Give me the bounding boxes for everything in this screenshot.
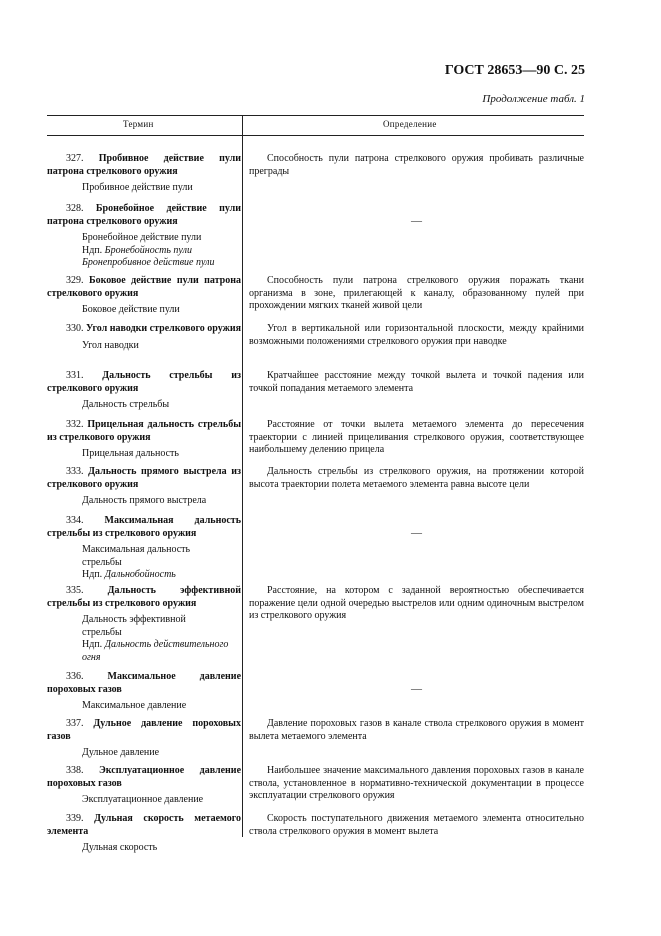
- term-title: [47, 765, 241, 790]
- term-synonym: Ндп. Бронебойность пули: [82, 244, 192, 256]
- term-synonym: Бронепробивное действие пули: [82, 257, 215, 268]
- term-number: 337.: [66, 718, 94, 729]
- term-number: 327.: [66, 153, 99, 164]
- table-row: [47, 419, 584, 461]
- term-text: Дальность стрельбы из стрелкового оружия: [47, 370, 242, 394]
- term-number: 330.: [66, 323, 86, 334]
- term-synonym: Максимальная дальность: [82, 544, 191, 555]
- term-synonym: Ндп. Дальнобойность: [82, 569, 176, 580]
- table-row: 328. Бронебойное действие пули патрона стрелкового оружия Бронебойное действие пули Ндп. Бронебойность пули Бронепробивное действие пули —: [47, 203, 422, 268]
- table-row: [47, 813, 584, 855]
- table-row: 334. Максимальная дальность стрельбы из стрелкового оружия Максимальная дальность стрельбы Ндп. Дальнобойность —: [47, 515, 422, 580]
- definition-cell: Способность пули патрона стрелкового оружия пробивать различные преграды: [249, 153, 584, 177]
- term-cell: [47, 153, 241, 195]
- term-synonym: Угол наводки: [82, 339, 139, 351]
- term-text: Дульная скорость метаемого элемента: [47, 813, 241, 837]
- term-cell: [47, 765, 241, 807]
- term-synonym: стрельбы: [82, 626, 122, 638]
- term-synonym: Бронебойное действие пули: [82, 232, 202, 243]
- term-synonym: Дульное давление: [82, 747, 160, 758]
- term-text: Прицельная дальность стрельбы из стрелкового оружия: [47, 419, 242, 443]
- table-row: [47, 370, 584, 412]
- term-text: Бронебойное действие пули патрона стрелкового оружия: [47, 203, 241, 227]
- term-cell: [47, 515, 422, 582]
- term-cell: [47, 671, 422, 713]
- col-def-header: Определение: [383, 119, 437, 129]
- table-row: [47, 585, 584, 664]
- definition-cell: Скорость поступательного движения метаемого элемента относительно ствола стрелкового оружия в момент вылета: [249, 813, 584, 837]
- page-header: ГОСТ 28653—90 С. 25: [444, 63, 585, 78]
- table-row: [47, 718, 584, 760]
- definition-cell: Наибольшее значение максимального давления пороховых газов в канале ствола, установленное в нормативно-технической документации в процессе эксплуатации стрелкового оружия: [249, 765, 584, 801]
- term-cell: [47, 203, 422, 270]
- table-row: [47, 323, 584, 352]
- term-text: Максимальное давление пороховых газов: [47, 671, 242, 695]
- term-text: Боковое действие пули патрона стрелкового оружия: [47, 275, 242, 299]
- term-title: [47, 323, 241, 336]
- column-divider: [242, 115, 243, 837]
- term-title: [47, 585, 241, 610]
- term-cell: [47, 585, 241, 664]
- definition-cell: Расстояние от точки вылета метаемого элемента до пересечения траектории с линией прицеливания стрелкового оружия, соответствующее наибольшему делению прицела: [249, 419, 584, 455]
- term-synonym: Дальность прямого выстрела: [82, 495, 207, 506]
- table-row: [47, 153, 584, 195]
- term-number: 334.: [66, 515, 105, 526]
- term-synonym: Пробивное действие пули: [82, 182, 193, 193]
- term-cell: [47, 813, 241, 855]
- term-number: 331.: [66, 370, 103, 381]
- term-title: [47, 515, 241, 540]
- term-text: Угол наводки стрелкового оружия: [86, 323, 241, 334]
- term-text: Дальность прямого выстрела из стрелкового оружия: [47, 466, 242, 490]
- term-title: [47, 718, 241, 743]
- term-synonym: Дальность эффективной: [82, 614, 186, 625]
- term-text: Эксплуатационное давление пороховых газов: [47, 765, 242, 789]
- term-number: 333.: [66, 466, 89, 477]
- term-cell: [47, 419, 241, 461]
- term-title: [47, 419, 241, 444]
- col-term-header: Термин: [123, 119, 154, 129]
- term-number: 329.: [66, 275, 89, 286]
- term-text: Дульное давление пороховых газов: [47, 718, 241, 742]
- definition-cell: Дальность стрельбы из стрелкового оружия, на протяжении которой высота траектории полета метаемого элемента равна высоте цели: [249, 466, 584, 490]
- term-synonym: огня: [82, 651, 101, 663]
- definition-cell: Угол в вертикальной или горизонтальной плоскости, между крайними возможными положениями стрелкового оружия при наводке: [249, 323, 584, 347]
- definition-cell: Способность пули патрона стрелкового оружия поражать ткани организма в зоне, прилегающей к каналу, образованному пулей при прохождении мягких тканей живой цели: [249, 275, 584, 311]
- term-number: 332.: [66, 419, 88, 430]
- term-synonym: Эксплуатационное давление: [82, 794, 204, 805]
- term-cell: [47, 718, 241, 760]
- term-number: 338.: [66, 765, 99, 776]
- table-row: 336. Максимальное давление пороховых газов Максимальное давление —: [47, 671, 422, 711]
- terms-table: [47, 115, 584, 853]
- table-row: [47, 275, 584, 317]
- term-synonym: Ндп. Дальность действительного: [82, 639, 229, 650]
- definition-cell: Расстояние, на котором с заданной вероятностью обеспечивается поражение цели одной очередью выстрелов или одним одиночным выстрелом из стрелкового оружия: [249, 585, 584, 621]
- term-number: 328.: [66, 203, 96, 214]
- term-title: [47, 153, 241, 178]
- definition-cell: Давление пороховых газов в канале ствола стрелкового оружия в момент вылета метаемого элемента: [249, 718, 584, 742]
- term-text: Пробивное действие пули патрона стрелкового оружия: [47, 153, 241, 177]
- term-title: [47, 370, 241, 395]
- term-number: 336.: [66, 671, 108, 682]
- term-title: [47, 275, 241, 300]
- term-number: 339.: [66, 813, 95, 824]
- term-text: Дальность эффективной стрельбы из стрелкового оружия: [47, 585, 242, 609]
- term-title: [47, 466, 241, 491]
- term-number: 335.: [66, 585, 108, 596]
- term-synonym: стрельбы: [82, 556, 122, 568]
- term-synonym: Прицельная дальность: [82, 448, 179, 459]
- term-cell: [47, 323, 241, 352]
- term-synonym: Дальность стрельбы: [82, 399, 170, 410]
- term-synonym: Максимальное давление: [82, 700, 187, 711]
- table-continuation: Продолжение табл. 1: [482, 93, 585, 105]
- definition-cell: Кратчайшее расстояние между точкой вылета и точкой падения или точкой попадания метаемого элемента: [249, 370, 584, 394]
- term-synonym: Дульная скорость: [82, 842, 158, 853]
- term-text: Максимальная дальность стрельбы из стрелкового оружия: [47, 515, 241, 539]
- term-cell: [47, 370, 241, 412]
- table-row: [47, 466, 584, 508]
- term-cell: [47, 466, 241, 508]
- term-title: [47, 203, 241, 228]
- table-row: [47, 765, 584, 807]
- table-header: [47, 115, 584, 136]
- term-title: [47, 813, 241, 838]
- term-cell: [47, 275, 241, 317]
- term-synonym: Боковое действие пули: [82, 304, 180, 315]
- term-title: [47, 671, 241, 696]
